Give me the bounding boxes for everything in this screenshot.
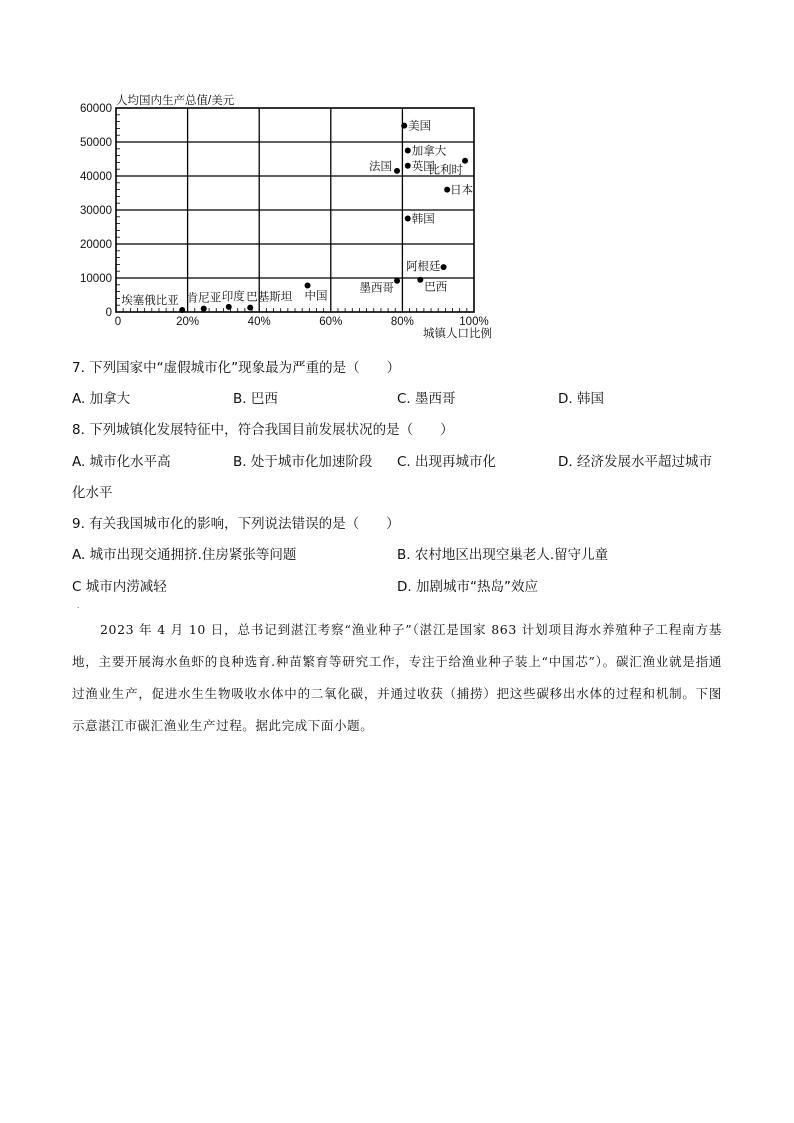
data-point [201, 306, 207, 312]
data-point-label: 印度 [221, 290, 245, 303]
y-tick-label: 60000 [80, 103, 112, 115]
x-tick-label: 0 [114, 316, 122, 328]
data-point [405, 216, 411, 222]
data-point-label: 韩国 [411, 213, 435, 226]
data-point-label: 中国 [304, 290, 328, 303]
question-8-option-d-continuation: 化水平 [72, 485, 113, 501]
question-9-stem: 9. 有关我国城市化的影响，下列说法错误的是（ ） [72, 516, 400, 532]
y-axis-title: 人均国内生产总值/美元 [116, 95, 235, 107]
question-9-option-b[interactable]: B. 农村地区出现空巢老人.留守儿童 [397, 547, 609, 563]
x-tick-label: 20% [176, 316, 200, 328]
question-8-option-d[interactable]: D. 经济发展水平超过城市 [558, 454, 712, 470]
question-7-stem: 7. 下列国家中“虚假城市化”现象最为严重的是（ ） [72, 360, 401, 376]
data-point-label: 法国 [369, 160, 393, 173]
data-point [394, 168, 400, 174]
data-point [405, 148, 411, 154]
data-point-label: 英国 [411, 160, 435, 173]
data-point-label: 比利时 [428, 164, 464, 177]
question-7-option-b[interactable]: B. 巴西 [233, 391, 278, 407]
question-7-option-a[interactable]: A. 加拿大 [72, 391, 131, 407]
data-point-label: 加拿大 [411, 145, 447, 158]
x-tick-label: 80% [390, 316, 414, 328]
x-axis-title: 城镇人口比例 [423, 328, 492, 340]
data-point [394, 278, 400, 284]
stray-mark: · [77, 604, 80, 612]
data-point-label: 巴基斯坦 [246, 291, 293, 304]
question-8-stem: 8. 下列城镇化发展特征中，符合我国目前发展状况的是（ ） [72, 422, 454, 438]
y-tick-label: 20000 [80, 239, 112, 251]
question-8-option-b[interactable]: B. 处于城市化加速阶段 [233, 454, 373, 470]
data-point [417, 277, 423, 283]
data-point [179, 307, 185, 313]
data-point [401, 123, 407, 129]
y-tick-label: 50000 [80, 137, 112, 149]
question-9-option-a[interactable]: A. 城市出现交通拥挤.住房紧张等问题 [72, 547, 297, 563]
chart-points [121, 120, 473, 313]
y-tick-label: 30000 [80, 205, 112, 217]
y-tick-label: 10000 [80, 273, 112, 285]
data-point-label: 埃塞俄比亚 [121, 294, 179, 307]
data-point-label: 墨西哥 [359, 282, 395, 295]
question-7-option-c[interactable]: C. 墨西哥 [397, 391, 456, 407]
data-point [226, 304, 232, 310]
question-8-option-a[interactable]: A. 城市化水平高 [72, 454, 171, 470]
data-point-label: 阿根廷 [406, 261, 441, 274]
question-9-option-c[interactable]: C 城市内涝减轻 [72, 579, 167, 595]
data-point [247, 305, 253, 311]
data-point [305, 282, 311, 288]
data-point [441, 264, 447, 270]
x-tick-label: 40% [247, 316, 271, 328]
scatter-chart [0, 0, 794, 350]
data-point-label: 巴西 [424, 281, 448, 294]
data-point-label: 美国 [408, 120, 432, 133]
data-point [405, 163, 411, 169]
data-point-label: 肯尼亚 [186, 292, 222, 305]
x-tick-label: 100% [459, 316, 489, 328]
data-point [462, 158, 468, 164]
question-9-option-d[interactable]: D. 加剧城市“热岛”效应 [397, 579, 538, 595]
x-tick-label: 60% [319, 316, 343, 328]
question-7-option-d[interactable]: D. 韩国 [558, 391, 604, 407]
reading-passage: 2023 年 4 月 10 日，总书记到湛江考察“渔业种子”（湛江是国家 863 计划项目海水养殖种子工程南方基地，主要开展海水鱼虾的良种选育.种苗繁育等研究工作，专注于给渔业种子装上“中国芯”）。碳汇渔业就是指通过渔业生产，促进水生生物吸收水体中的二氧化碳，并通过收获（捕捞）把这些碳移出水体的过程和机制。下图示意湛江市碳汇渔业生产过程。据此完成下面小题。 [72, 622, 722, 733]
data-point-label: 日本 [450, 184, 474, 197]
y-tick-label: 0 [105, 307, 112, 319]
question-8-option-c[interactable]: C. 出现再城市化 [397, 454, 497, 470]
y-tick-label: 40000 [80, 171, 112, 183]
